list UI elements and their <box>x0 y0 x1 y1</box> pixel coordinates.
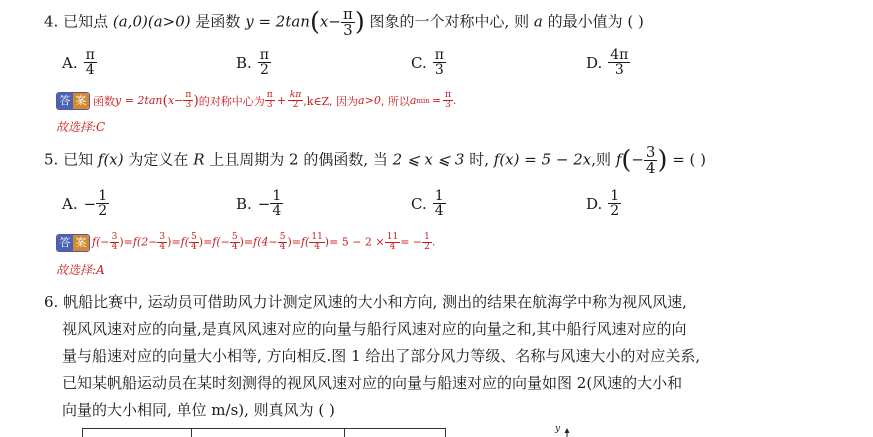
q5-answer-step: $\frac{11}{4}$ = − <box>386 232 423 252</box>
q4-option-b[interactable]: B. $\frac{\pi}{2}$ <box>236 47 269 78</box>
q4-option-d[interactable]: D. $\frac{4\pi}{3}$ <box>586 47 629 78</box>
q6-line-2: 视风风速对应的向量,是真风风速对应的向量与船行风速对应的向量之和,其中船行风速对应的向 <box>62 320 687 338</box>
q4-func: y = 2tan <box>245 12 310 31</box>
q4-number: 4. <box>44 12 59 31</box>
q5-answer-step: f( $\frac{5}{4}$ )= <box>180 232 213 252</box>
q5-option-b[interactable]: B. − $\frac{1}{4}$ <box>236 188 282 219</box>
q4-stem: 4. 已知点 (a,0)(a>0) 是函数 y = 2tan(x− $\frac{\pi}{3}$ ) 图象的一个对称中心, 则 a 的最小值为 ( ) <box>44 5 644 39</box>
q5-answer <box>56 233 435 252</box>
q5-answer-step: f( $\frac{11}{4}$ )= 5 − 2 × <box>300 232 385 252</box>
answer-badge: 答 案 <box>56 92 90 110</box>
q5-answer-step: f(− $\frac{5}{4}$ )= <box>212 232 254 252</box>
q4-text-c: 图象的一个对称中心, 则 <box>369 12 530 31</box>
q4-answer: 答 案 函数 y = 2tan ( x− $\frac{\pi}{3}$ ) 的对称中心为 $\frac{\pi}{3}$ + $\frac{k\pi}{2}$ ,k∈Z, 因为 a>0 , 所以 a min = $\frac{\pi}{3}$ . <box>56 91 456 110</box>
q5-option-c[interactable]: C. $\frac{1}{4}$ <box>411 188 444 219</box>
q6-line-4: 已知某帆船运动员在某时刻测得的视风风速对应的向量与船速对应的向量如图 2(风速的大小和 <box>62 374 683 392</box>
q5-answer-step: f(− $\frac{3}{4}$ )= <box>92 232 133 252</box>
q4-func-inner: x− <box>319 12 341 31</box>
q5-answer-step: $\frac{1}{2}$ . <box>424 232 436 252</box>
q6-line-5: 向量的大小相同, 单位 m/s), 则真风为 ( ) <box>62 401 335 419</box>
y-axis-arrow-icon <box>563 428 571 437</box>
q4-option-c[interactable]: C. $\frac{\pi}{3}$ <box>411 47 444 78</box>
q4-option-a[interactable]: A. $\frac{\pi}{4}$ <box>62 47 95 78</box>
answer-badge: 答 案 <box>56 234 90 252</box>
q5-answer-step: f(4− $\frac{5}{4}$ )= <box>253 232 301 252</box>
q4-fraction: $\frac{\pi}{3}$ <box>342 5 353 39</box>
q4-text-a: 已知点 <box>63 12 109 31</box>
q5-answer-step: f(2− $\frac{3}{4}$ )= <box>132 232 181 252</box>
q5-stem: 5. 已知 f(x) 为定义在 R 上且周期为 2 的偶函数, 当 2 ⩽ x ⩽ 3 时, f(x) = 5 − 2x,则 f(− $\frac{3}{4}$ ) = ( ) <box>44 143 707 177</box>
q5-option-a[interactable]: A. − $\frac{1}{2}$ <box>62 188 108 219</box>
y-axis-label: y <box>555 424 561 434</box>
q4-choice: 故选择:C <box>56 120 106 134</box>
q4-condition: (a>0) <box>147 12 191 31</box>
q5-option-d[interactable]: D. $\frac{1}{2}$ <box>586 188 620 219</box>
q4-blank: ( ) <box>627 12 644 31</box>
q4-text-b: 是函数 <box>195 12 241 31</box>
q4-var: a <box>533 12 543 31</box>
q6-stem <box>44 289 834 424</box>
q6-line-1: 6. 帆船比赛中, 运动员可借助风力计测定风速的大小和方向, 测出的结果在航海学中称为视风风速, <box>44 293 687 311</box>
wind-table-figure <box>82 428 446 437</box>
q4-point: (a,0) <box>112 12 148 31</box>
table-column-divider <box>344 429 345 437</box>
q5-choice: 故选择:A <box>56 263 105 277</box>
table-column-divider <box>191 429 192 437</box>
q4-text-d: 的最小值为 <box>547 12 623 31</box>
q6-line-3: 量与船速对应的向量大小相等, 方向相反.图 1 给出了部分风力等级、名称与风速大小的对应关系, <box>62 347 701 365</box>
